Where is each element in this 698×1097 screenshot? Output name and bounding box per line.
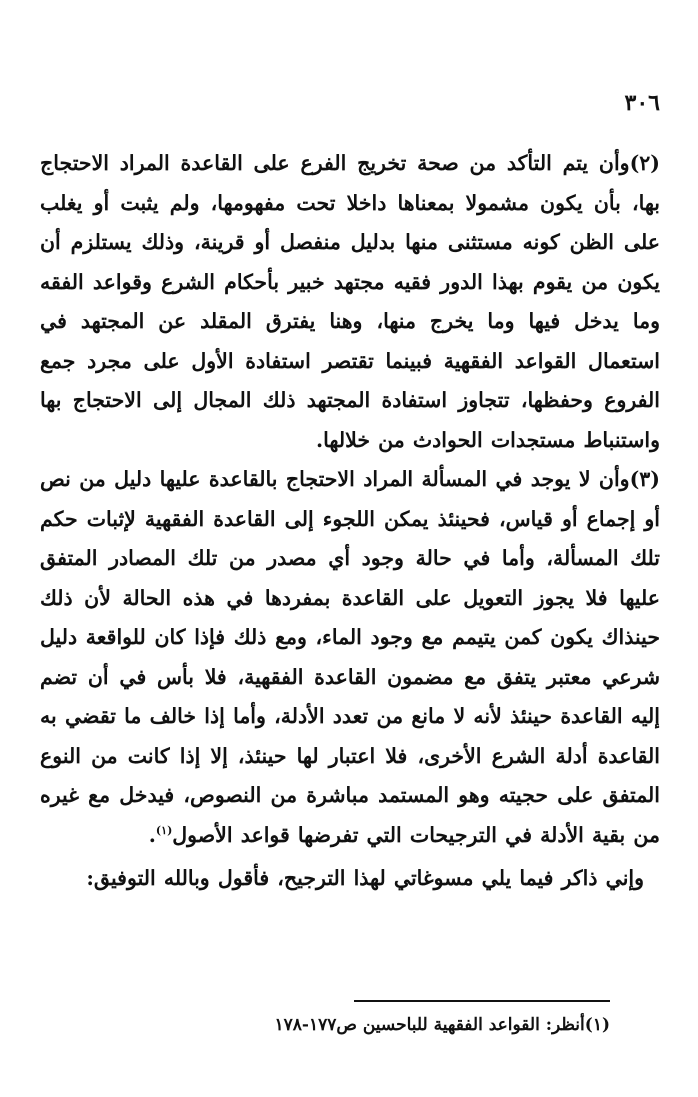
paragraph-text: وإني ذاكر فيما يلي مسوغاتي لهذا الترجيح، فأقول وبالله التوفيق: (86, 866, 644, 890)
page-number: ٣٠٦ (624, 90, 660, 116)
paragraph-text: وأن لا يوجد في المسألة المراد الاحتجاج بالقاعدة عليها دليل من نص أو إجماع أو قياس، فحينئذ يمكن اللجوء إلى القاعدة الفقهية لإثبات حكم تلك المسألة، وأما في حالة وجود أي مصدر من تلك المصادر المتفق عليها فلا يجوز التعويل على القاعدة بمفردها في هذه الحالة لأن ذلك حينذاك يكون كمن يتيمم مع وجود الماء، ومع ذلك فإذا كان للواقعة دليل شرعي معتبر يتفق مع مضمون القاعدة الفقهية، فلا بأس في أن تضم إليه القاعدة حينئذ لأنه لا مانع من تعدد الأدلة، وأما إذا خالف ما تقضي به القاعدة أدلة الشرع الأخرى، فلا اعتبار لها حينئذ، إلا إذا كانت من النوع المتفق على حجيته وهو المستمد مباشرة من النصوص، فيدخل مع غيره من بقية الأدلة في الترجيحات التي تفرضها قواعد الأصول (40, 467, 660, 847)
paragraph-condition-3 (40, 460, 660, 855)
paragraph-text: وأن يتم التأكد من صحة تخريج الفرع على القاعدة المراد الاحتجاج بها، بأن يكون مشمولا بمعناها داخلا تحت مفهومها، ولم يثبت أو يغلب على الظن كونه مستثنى منها بدليل منفصل أو قرينة، وذلك يستلزم أن يكون من يقوم بهذا الدور فقيه مجتهد خبير بأحكام الشرع وقواعد الفقه وما يدخل فيها وما يخرج منها، وهنا يفترق المقلد عن المجتهد في استعمال القواعد الفقهية فبينما تقتصر استفادة الأول على مجرد جمع الفروع وحفظها، تتجاوز استفادة المجتهد ذلك المجال إلى الاحتجاج بها واستنباط مستجدات الحوادث من خلالها. (40, 151, 660, 452)
footnote-text: أنظر: القواعد الفقهية للباحسين ص١٧٧-١٧٨ (274, 1015, 585, 1035)
footnote (274, 1012, 610, 1038)
paragraph-marker: (٢) (629, 151, 660, 175)
paragraph-end: . (148, 822, 156, 847)
paragraph-closing (40, 859, 660, 899)
paragraph-condition-2 (40, 144, 660, 460)
footnote-marker: (١) (584, 1015, 610, 1035)
footnote-reference: (١) (155, 823, 173, 837)
footnote-separator (354, 1000, 610, 1002)
paragraph-marker: (٣) (629, 467, 660, 491)
body-text (40, 144, 660, 899)
